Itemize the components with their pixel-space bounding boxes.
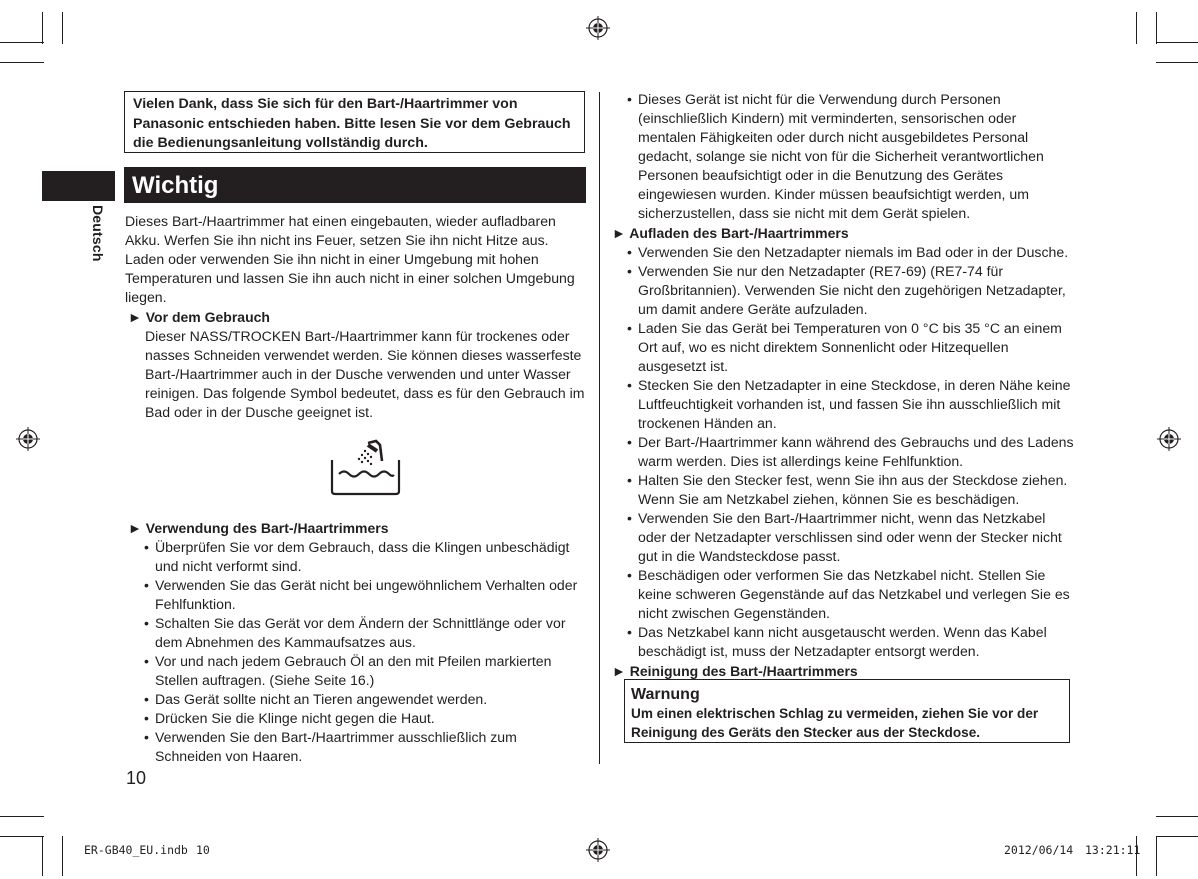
warning-box: [624, 679, 1070, 743]
crop-mark: [0, 836, 44, 837]
arrow-marker: ►: [612, 663, 626, 679]
column-divider: [599, 92, 600, 764]
list-item: • Beschädigen oder verformen Sie das Netzkabel nicht. Stellen Sie keine schweren Gegenstände auf das Netzkabel und verlegen Sie es nicht zwischen Gegenständen.: [627, 566, 1074, 623]
crop-mark: [1136, 12, 1137, 44]
intro-paragraph: Dieses Bart-/Haartrimmer hat einen eingebauten, wieder aufladbaren Akku. Werfen Sie ihn nicht ins Feuer, setzen Sie ihn nicht Hitze aus. Laden oder verwenden Sie ihn nicht in einer Umgebung mit hohen Temperaturen und lassen Sie ihn auch nicht in einer solchen Umgebung liegen.: [125, 213, 575, 305]
footer-page: 10: [196, 843, 210, 857]
crop-mark: [0, 816, 44, 817]
list-item: • Verwenden Sie den Netzadapter niemals im Bad oder in der Dusche.: [627, 243, 1074, 262]
footer-date: 2012/06/14: [1004, 843, 1074, 857]
bath-shower-icon: [330, 437, 402, 496]
list-item: • Verwenden Sie nur den Netzadapter (RE7-69) (RE7-74 für Großbritannien). Verwenden Sie nicht den zugehörigen Netzadapter, um damit andere Geräte aufzuladen.: [627, 262, 1074, 319]
registration-mark-icon: [586, 16, 610, 40]
charging-heading: [612, 224, 1074, 243]
list-item: • Drücken Sie die Klinge nicht gegen die Haut.: [144, 709, 587, 728]
registration-mark-icon: [586, 838, 610, 862]
before-use-heading: [125, 308, 587, 327]
list-item: • Vor und nach jedem Gebrauch Öl an den mit Pfeilen markierten Stellen auftragen. (Siehe Seite 16.): [144, 652, 587, 690]
usage-list: [125, 538, 587, 766]
charging-list: [612, 243, 1074, 661]
registration-mark-icon: [1157, 427, 1181, 451]
list-item: • Verwenden Sie den Bart-/Haartrimmer nicht, wenn das Netzkabel oder der Netzadapter verschlissen sind oder wenn der Stecker nicht gut in die Wandsteckdose passt.: [627, 509, 1074, 566]
crop-mark: [1156, 12, 1157, 44]
footer-time: 13:21:11: [1085, 843, 1141, 857]
arrow-marker: ►: [128, 309, 142, 325]
list-item: • Das Netzkabel kann nicht ausgetauscht werden. Wenn das Kabel beschädigt ist, muss der Netzadapter entsorgt werden.: [627, 623, 1074, 661]
list-item: • Halten Sie den Stecker fest, wenn Sie ihn aus der Steckdose ziehen. Wenn Sie am Netzkabel ziehen, können Sie es beschädigen.: [627, 471, 1074, 509]
crop-mark: [1156, 62, 1198, 63]
list-item: • Verwenden Sie den Bart-/Haartrimmer ausschließlich zum Schneiden von Haaren.: [144, 728, 587, 766]
list-item: • Stecken Sie den Netzadapter in eine Steckdose, in deren Nähe keine Luftfeuchtigkeit vorhanden ist, und fassen Sie ihn ausschließlich mit trockenen Händen an.: [627, 376, 1074, 433]
language-tab: [42, 171, 115, 201]
crop-mark: [1156, 836, 1157, 876]
usage-section: [125, 519, 587, 766]
crop-mark: [62, 12, 63, 44]
registration-mark-icon: [16, 427, 40, 451]
charging-heading-text: Aufladen des Bart-/Haartrimmers: [629, 225, 849, 241]
before-use-heading-text: Vor dem Gebrauch: [145, 309, 270, 325]
crop-mark: [1156, 816, 1198, 817]
crop-mark: [62, 836, 63, 876]
crop-mark: [1156, 836, 1198, 837]
crop-mark: [1156, 42, 1198, 43]
footer-file: ER-GB40_EU.indb: [84, 843, 188, 857]
list-item: • Überprüfen Sie vor dem Gebrauch, dass die Klingen unbeschädigt und nicht verformt sind.: [144, 538, 587, 576]
arrow-marker: ►: [612, 225, 626, 241]
crop-mark: [42, 12, 43, 44]
list-item: • Verwenden Sie das Gerät nicht bei ungewöhnlichem Verhalten oder Fehlfunktion.: [144, 576, 587, 614]
list-item: • Laden Sie das Gerät bei Temperaturen von 0 °C bis 35 °C an einem Ort auf, wo es nicht direktem Sonnenlicht oder Hitzequellen ausgesetzt ist.: [627, 319, 1074, 376]
list-item: • Der Bart-/Haartrimmer kann während des Gebrauchs und des Ladens warm werden. Dies ist allerdings keine Fehlfunktion.: [627, 433, 1074, 471]
warning-title: Warnung: [631, 686, 700, 703]
list-item: • Dieses Gerät ist nicht für die Verwendung durch Personen (einschließlich Kindern) mit verminderten, sensorischen oder mentalen Fähigkeiten oder durch nicht ausgebildetes Personal gedacht, solange sie nicht von für die Sicherheit verantwortlichen Personen beaufsichtigt oder in die Benutzung des Gerätes eingewiesen wurden. Kinder müssen beaufsichtigt werden, um sicherzustellen, dass sie nicht mit dem Gerät spielen.: [627, 90, 1074, 223]
warning-text: Um einen elektrischen Schlag zu vermeiden, ziehen Sie vor der Reinigung des Geräts den Stecker aus der Steckdose.: [631, 706, 1039, 740]
intro-box: Vielen Dank, dass Sie sich für den Bart-/Haartrimmer von Panasonic entschieden haben. Bitte lesen Sie vor dem Gebrauch die Bedienungsanleitung vollständig durch.: [124, 91, 585, 153]
left-column: [125, 212, 587, 422]
top-list: [612, 90, 1074, 223]
section-title: Wichtig: [124, 167, 586, 203]
crop-mark: [42, 836, 43, 876]
cleaning-heading-text: Reinigung des Bart-/Haartrimmers: [629, 663, 858, 679]
list-item: • Schalten Sie das Gerät vor dem Ändern der Schnittlänge oder vor dem Abnehmen des Kammaufsatzes aus.: [144, 614, 587, 652]
right-column: [612, 90, 1074, 681]
list-item: • Das Gerät sollte nicht an Tieren angewendet werden.: [144, 690, 587, 709]
before-use-section: [125, 308, 587, 422]
page-number: 10: [126, 768, 147, 788]
before-use-text: Dieser NASS/TROCKEN Bart-/Haartrimmer kann für trockenes oder nasses Schneiden verwendet werden. Sie können dieses wasserfeste Bart-/Haartrimmer auch in der Dusche verwenden und unter Wasser reinigen. Das folgende Symbol bedeutet, dass es für den Gebrauch im Bad oder in der Dusche geeignet ist.: [145, 328, 585, 420]
language-label: Deutsch: [90, 205, 106, 262]
arrow-marker: ►: [128, 520, 142, 536]
usage-heading-text: Verwendung des Bart-/Haartrimmers: [145, 520, 389, 536]
crop-mark: [0, 42, 44, 43]
crop-mark: [0, 62, 44, 63]
usage-heading: [125, 519, 587, 538]
